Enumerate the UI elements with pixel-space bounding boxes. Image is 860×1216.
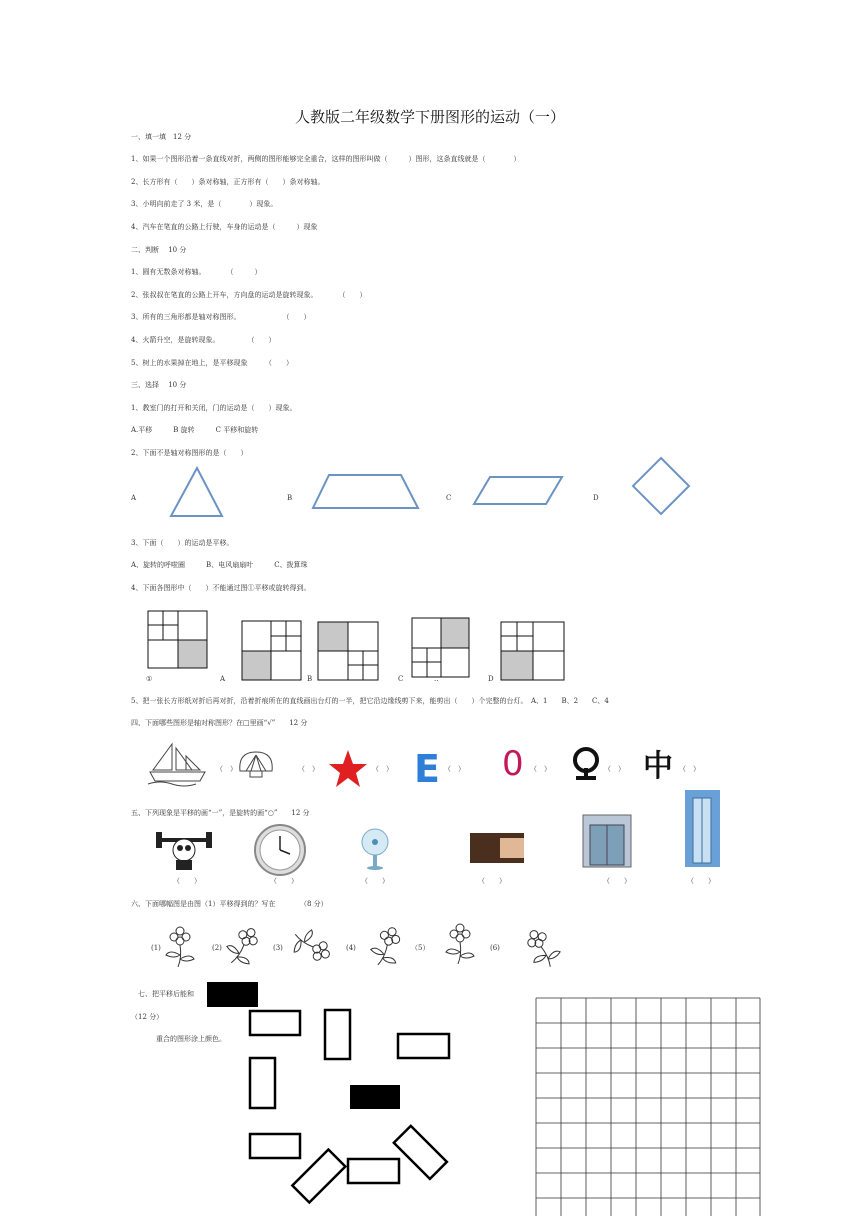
section7-score: （12 分） [131, 1013, 164, 1021]
fig-label-dots: .. [434, 675, 439, 683]
s1-question-1: 1、如果一个图形沿着一条直线对折，两侧的图形能够完全重合，这样的图形叫做（ ）图形，这条直线就是（ ） [131, 155, 521, 163]
s4-paren-5: （ ） [530, 765, 551, 773]
section6-heading: 六、下面哪幅图是由图（1）平移得到的？写在 （8 分） [131, 900, 328, 908]
flower-label-5: （5） [411, 944, 430, 952]
fig-label-a: A [220, 675, 226, 683]
shape-label-d: D [593, 494, 599, 502]
section3-heading: 三、选择 10 分 [131, 381, 187, 389]
flower-label-6: (6) [490, 944, 500, 952]
s3-question-5: 5、把一张长方形纸对折后再对折，沿着折痕所在的直线画出台灯的一半，把它沿边缘线剪下来，能剪出（ ）个完整的台灯。 A、1 B、2 C、4 [131, 697, 609, 705]
s4-paren-6: （ ） [604, 765, 625, 773]
s4-paren-2: （ ） [298, 765, 319, 773]
s5-paren-3: （ ） [361, 877, 389, 885]
s4-paren-1: （ ） [216, 765, 237, 773]
section1-heading: 一、填一填 12 分 [131, 133, 192, 141]
section2-heading: 二、判断 10 分 [131, 246, 187, 254]
s5-paren-5: （ ） [603, 877, 631, 885]
fig-label-c: C [398, 675, 404, 683]
s3-question-3: 3、下面（ ）的运动是平移。 [131, 539, 234, 547]
s5-paren-2: （ ） [270, 877, 298, 885]
s2-question-5: 5、树上的水果掉在地上，是平移现象 （ ） [131, 359, 293, 367]
s1-question-3: 3、小明向前走了 3 米，是（ ）现象。 [131, 200, 278, 208]
flower-label-4: (4) [346, 944, 356, 952]
s5-paren-4: （ ） [478, 877, 506, 885]
s4-paren-7: （ ） [679, 765, 700, 773]
section7-heading: 七、把平移后能和 [138, 990, 194, 998]
s2-question-1: 1、圆有无数条对称轴。 （ ） [131, 268, 262, 276]
flower-label-3: (3) [273, 944, 283, 952]
s3-q3-options: A、旋转的呼啦圈 B、电风扇扇叶 C、拨算珠 [131, 561, 308, 569]
letter-e: E [414, 747, 440, 791]
flower-label-2: (2) [212, 944, 222, 952]
s5-paren-6: （ ） [687, 877, 715, 885]
s3-q1-options: A.平移 B 旋转 C 平移和旋转 [131, 426, 259, 434]
fig-label-1: ① [146, 675, 153, 683]
s3-question-4: 4、下面各图形中（ ）不能通过图①平移或旋转得到。 [131, 584, 311, 592]
s2-question-3: 3、所有的三角形都是轴对称图形。 （ ） [131, 313, 311, 321]
s3-question-2: 2、下面不是轴对称图形的是（ ） [131, 449, 248, 457]
shape-label-b: B [287, 494, 293, 502]
s2-question-2: 2、张叔叔在笔直的公路上开车，方向盘的运动是旋转现象。 （ ） [131, 291, 367, 299]
s3-question-1: 1、教室门的打开和关闭，门的运动是（ ）现象。 [131, 404, 297, 412]
fig-label-b: B [307, 675, 313, 683]
letter-o: 0 [502, 744, 524, 784]
s1-question-2: 2、长方形有（ ）条对称轴，正方形有（ ）条对称轴。 [131, 178, 325, 186]
flower-label-1: (1) [151, 944, 161, 952]
s4-paren-3: （ ） [372, 765, 393, 773]
shape-label-c: C [446, 494, 452, 502]
fig-label-d: D [488, 675, 494, 683]
shape-label-a: A [131, 494, 137, 502]
s4-paren-4: （ ） [444, 765, 465, 773]
s1-question-4: 4、汽车在笔直的公路上行驶，车身的运动是（ ）现象 [131, 223, 318, 231]
s2-question-4: 4、火箭升空，是旋转现象。 （ ） [131, 336, 276, 344]
section4-heading: 四、下面哪些图形是轴对称图形？在□里画“√” 12 分 [131, 719, 308, 727]
section7-instruction: 重合的图形涂上颜色。 [156, 1035, 226, 1043]
s5-paren-1: （ ） [173, 877, 201, 885]
page-title: 人教版二年级数学下册图形的运动（一） [294, 108, 565, 126]
section5-heading: 五、下列现象是平移的画“一”，是旋转的画“○” 12 分 [131, 809, 310, 817]
char-zhong: 中 [643, 749, 673, 784]
